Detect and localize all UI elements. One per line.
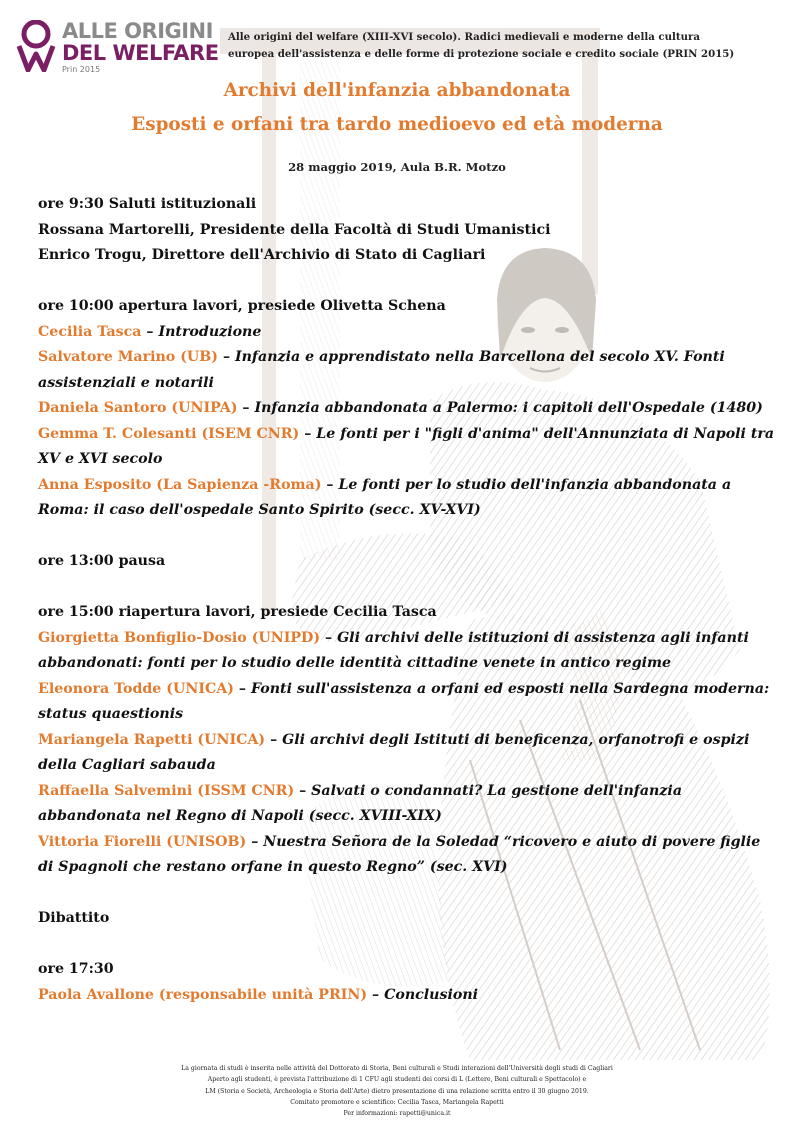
speaker: Gemma T. Colesanti (ISEM CNR) [38, 425, 300, 442]
project-description-line1: Alle origini del welfare (XIII-XVI secolo). Radici medievali e moderne della cultura [228, 31, 700, 43]
talk-title: Infanzia abbandonata a Palermo: i capitoli dell'Ospedale (1480) [254, 400, 763, 416]
footer-line: LM (Storia e Società, Archeologia e Storia dell'Arte) dietro presentazione di una relazione scritta entro il 30 giugno 2019. [205, 1087, 589, 1095]
talk-title: Infanzia e apprendistato nella Barcellona del secolo XV. Fonti assistenziali e notarili [38, 349, 725, 391]
dash: – [265, 731, 283, 748]
dash: – [299, 425, 317, 442]
logo-line2: DEL WELFARE [62, 41, 219, 65]
speaker: Vittoria Fiorelli (UNISOB) [38, 833, 247, 850]
dash: – [294, 782, 312, 799]
date-venue: 28 maggio 2019, Aula B.R. Motzo [288, 160, 506, 174]
talk-item [38, 830, 778, 881]
talk-item [38, 983, 778, 1009]
speaker: Cecilia Tasca [38, 323, 142, 340]
speaker: Mariangela Rapetti (UNICA) [38, 731, 266, 748]
speaker: Paola Avallone (responsabile unità PRIN) [38, 986, 368, 1003]
dash: – [218, 349, 235, 365]
talk-title: Salvati o condannati? La gestione dell'infanzia abbandonata nel Regno di Napoli (secc. XVIII-XIX) [38, 782, 683, 824]
footer-line: La giornata di studi è inserita nelle attività del Dottorato di Storia, Beni culturali e Studi interazioni dell'Università degli studi di Cagliari [181, 1065, 613, 1072]
speaker: Daniela Santoro (UNIPA) [38, 400, 238, 416]
opening-time: ore 9:30 Saluti istituzionali [38, 196, 257, 212]
event-subtitle: Esposti e orfani tra tardo medioevo ed età moderna [131, 114, 663, 135]
dash: – [246, 833, 264, 850]
talk-item [38, 345, 778, 396]
talk-title: Le fonti per lo studio dell'infanzia abbandonata a Roma: il caso dell'ospedale Santo Spirito (secc. XV-XVI) [38, 476, 732, 518]
talk-item [38, 626, 778, 677]
greeter: Rossana Martorelli, Presidente della Facoltà di Studi Umanistici [38, 221, 551, 238]
program [38, 192, 778, 1008]
talk-title: Nuestra Señora de la Soledad “ricovero e aiuto di povere figlie di Spagnoli che restano orfane in questo Regno” (sec. XVI) [38, 833, 761, 875]
speaker: Giorgietta Bonfiglio-Dosio (UNIPD) [38, 629, 321, 646]
talk-title: Gli archivi degli Istituti di beneficenza, orfanotrofi e ospizi della Cagliari sabauda [38, 731, 750, 773]
closing-time: ore 17:30 [38, 961, 114, 977]
footer-line: Comitato promotore e scientifico: Cecilia Tasca, Mariangela Rapetti [290, 1098, 504, 1106]
dash: – [237, 400, 255, 416]
footer-line: Per informazioni: rapetti@unica.it [343, 1110, 451, 1118]
session1-header: ore 10:00 apertura lavori, presiede Olivetta Schena [38, 298, 446, 314]
logo-line1: ALLE ORIGINI [62, 19, 213, 43]
prin-logo [16, 19, 219, 76]
project-description-line2: europea dell'assistenza e delle forme di protezione sociale e credito sociale (PRIN 2015) [228, 48, 735, 60]
footer-line: Aperto agli studenti, è prevista l'attribuzione di 1 CFU agli studenti dei corsi di L (Lettere, Beni culturali e Spettacolo) e [207, 1076, 587, 1084]
footer-notes [120, 1063, 674, 1119]
speaker: Eleonora Todde (UNICA) [38, 680, 234, 697]
talk-item [38, 677, 778, 728]
talk-item [38, 396, 778, 422]
event-title: Archivi dell'infanzia abbandonata [223, 80, 571, 101]
speaker: Salvatore Marino (UB) [38, 349, 218, 365]
debate: Dibattito [38, 910, 110, 926]
logo-line3: Prin 2015 [62, 65, 101, 74]
talk-item [38, 473, 778, 524]
talk-item [38, 422, 778, 473]
dash: – [321, 476, 339, 493]
pause: ore 13:00 pausa [38, 553, 166, 569]
project-description [228, 29, 768, 63]
dash: – [320, 629, 338, 646]
talk-title: Fonti sull'assistenza a orfani ed esposti nella Sardegna moderna: status quaestionis [38, 680, 770, 722]
speaker: Raffaella Salvemini (ISSM CNR) [38, 782, 295, 799]
talk-item [38, 728, 778, 779]
dash: – [367, 986, 385, 1003]
session2-header: ore 15:00 riapertura lavori, presiede Cecilia Tasca [38, 604, 437, 620]
dash: – [141, 323, 159, 340]
welfare-logo-icon [16, 20, 62, 72]
talk-title: Introduzione [158, 323, 262, 340]
greeter: Enrico Trogu, Direttore dell'Archivio di Stato di Cagliari [38, 247, 486, 263]
dash: – [233, 680, 251, 697]
talk-title: Conclusioni [384, 986, 479, 1003]
talk-item [38, 779, 778, 830]
speaker: Anna Esposito (La Sapienza -Roma) [38, 476, 322, 493]
talk-title: Gli archivi delle istituzioni di assistenza agli infanti abbandonati: fonti per lo studio delle identità cittadine venete in antico regime [38, 629, 749, 671]
talk-title: Le fonti per i "figli d'anima" dell'Annunziata di Napoli tra XV e XVI secolo [38, 425, 775, 467]
talk-item [38, 320, 778, 346]
